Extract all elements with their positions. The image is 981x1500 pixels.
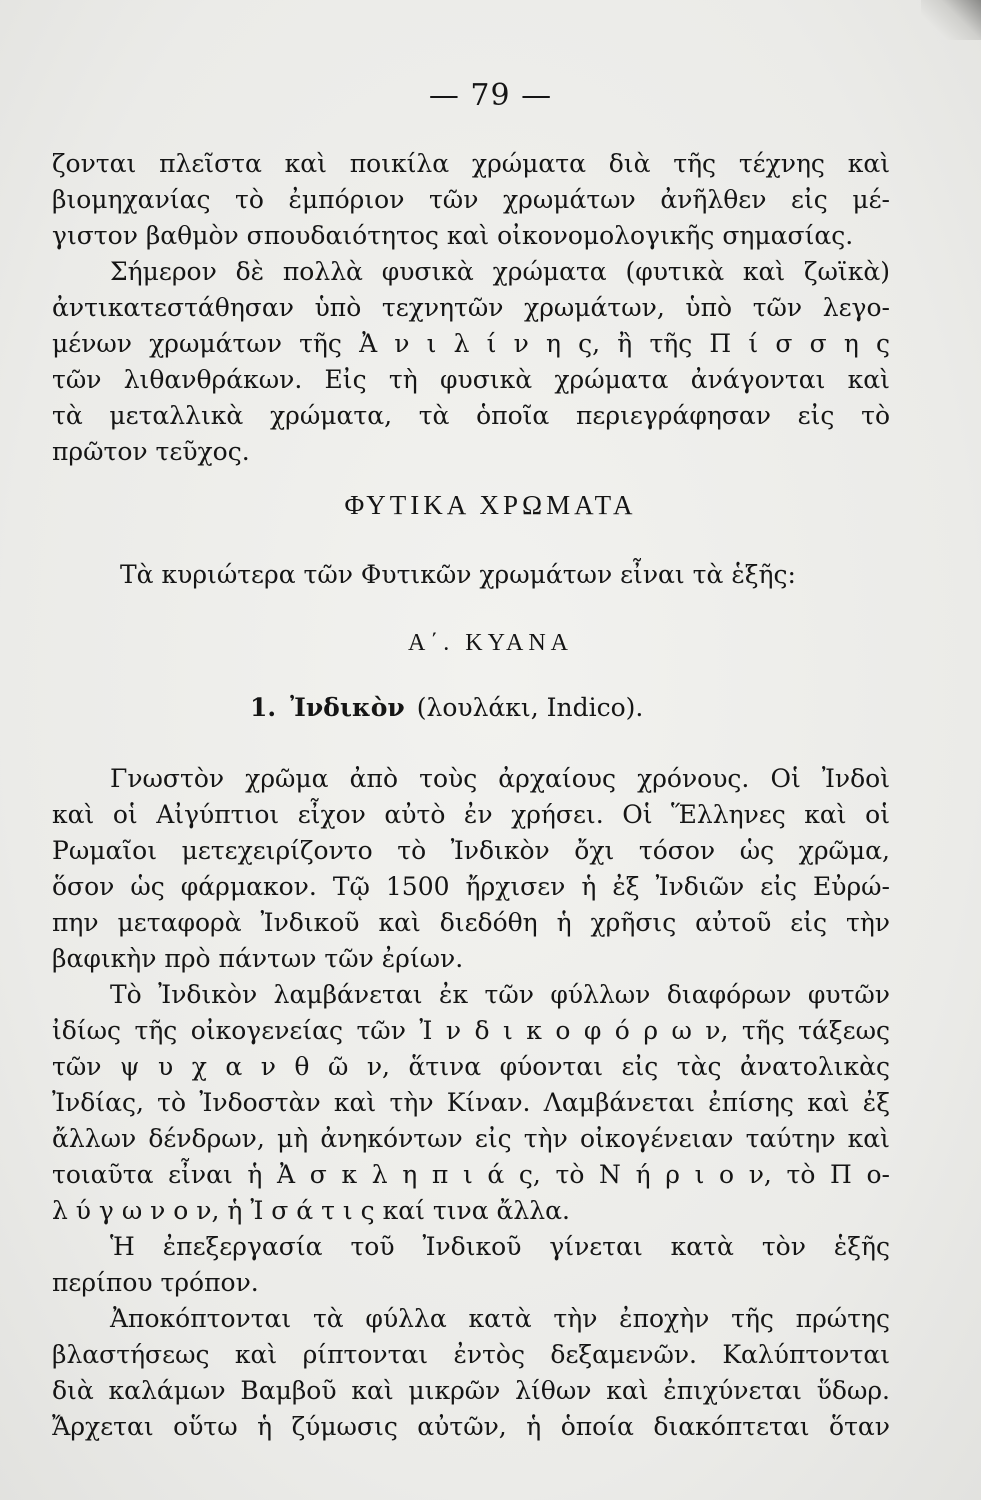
text-line: Τὸ Ἰνδικὸν λαμβάνεται ἐκ τῶν φύλλων διαφόρων φυτῶν [110, 980, 890, 1009]
page-corner-shadow [921, 0, 981, 40]
text-line: μένων χρωμάτων τῆς Ἀ ν ι λ ί ν η ς, ἢ τῆς Π ί σ σ η ς [52, 329, 890, 358]
text-line: Ἡ ἐπεξεργασία τοῦ Ἰνδικοῦ γίνεται κατὰ τὸν ἑξῆς [110, 1232, 890, 1261]
text-line: ἄλλων δένδρων, μὴ ἀνηκόντων εἰς τὴν οἰκογένειαν ταύτην καὶ [52, 1124, 890, 1153]
text-line: καὶ οἱ Αἰγύπτιοι εἶχον αὐτὸ ἐν χρήσει. Οἱ Ἕλληνες καὶ οἱ [52, 800, 890, 829]
intro-sentence: Τὰ κυριώτερα τῶν Φυτικῶν χρωμάτων εἶναι τὰ ἑξῆς: [120, 560, 796, 589]
text-line: τῶν λιθανθράκων. Εἰς τὴ φυσικὰ χρώματα ἀνάγονται καὶ [52, 365, 890, 394]
text-line: διὰ καλάμων Βαμβοῦ καὶ μικρῶν λίθων καὶ ἐπιχύνεται ὕδωρ. [52, 1376, 890, 1405]
text-line: ζονται πλεῖστα καὶ ποικίλα χρώματα διὰ τῆς τέχνης καὶ [52, 149, 890, 178]
subsection-heading-blue: Α΄. ΚΥΑΝΑ [407, 630, 574, 656]
text-line: περίπου τρόπον. [52, 1268, 259, 1297]
item-number: 1. [250, 693, 277, 722]
text-line: βαφικὴν πρὸ πάντων τῶν ἐρίων. [52, 944, 464, 973]
text-line: Σήμερον δὲ πολλὰ φυσικὰ χρώματα (φυτικὰ καὶ ζωϊκὰ) [110, 257, 890, 286]
text-line: ἀντικατεστάθησαν ὑπὸ τεχνητῶν χρωμάτων, ὑπὸ τῶν λεγο- [52, 293, 890, 322]
text-line: τῶν ψ υ χ α ν θ ῶ ν, ἅτινα φύονται εἰς τὰς ἀνατολικὰς [52, 1052, 890, 1081]
text-block-top [52, 146, 890, 470]
text-line: τὰ μεταλλικὰ χρώματα, τὰ ὁποῖα περιεγράφησαν εἰς τὸ [52, 401, 890, 430]
text-line: βλαστήσεως καὶ ρίπτονται ἐντὸς δεξαμενῶν. Καλύπτονται [52, 1340, 890, 1369]
text-line: Γνωστὸν χρῶμα ἀπὸ τοὺς ἀρχαίους χρόνους. Οἱ Ἰνδοὶ [110, 764, 890, 793]
text-line: Ἄρχεται οὕτω ἡ ζύμωσις αὐτῶν, ἡ ὁποία διακόπτεται ὅταν [52, 1412, 890, 1441]
text-line: Ρωμαῖοι μετεχειρίζοντο τὸ Ἰνδικὸν ὄχι τόσον ὡς χρῶμα, [52, 836, 890, 865]
item-term: Ἰνδικὸν [290, 693, 405, 722]
text-line: γιστον βαθμὸν σπουδαιότητος καὶ οἰκονομολογικῆς σημασίας. [52, 221, 854, 250]
item-gloss: (λουλάκι, Indico). [416, 693, 644, 722]
item-title-indigo [250, 693, 643, 722]
text-line: ὅσον ὡς φάρμακον. Τῷ 1500 ἤρχισεν ἡ ἐξ Ἰνδιῶν εἰς Εὐρώ- [52, 872, 890, 901]
text-line: λ ύ γ ω ν ο ν, ἡ Ἰ σ ά τ ι ς καί τινα ἄλλα. [52, 1196, 570, 1225]
section-heading-plant-colors: ΦΥΤΙΚΑ ΧΡΩΜΑΤΑ [344, 490, 637, 520]
text-line: τοιαῦτα εἶναι ἡ Ἀ σ κ λ η π ι ά ς, τὸ Ν ή ρ ι ο ν, τὸ Π ο- [52, 1160, 890, 1189]
text-line: Ἰνδίας, τὸ Ἰνδοστὰν καὶ τὴν Κίναν. Λαμβάνεται ἐπίσης καὶ ἐξ [52, 1088, 890, 1117]
page-number: — 79 — [428, 78, 553, 113]
text-line: πρῶτον τεῦχος. [52, 437, 250, 466]
text-line: πην μεταφορὰ Ἰνδικοῦ καὶ διεδόθη ἡ χρῆσις αὐτοῦ εἰς τὴν [52, 908, 890, 937]
text-line: βιομηχανίας τὸ ἐμπόριον τῶν χρωμάτων ἀνῆλθεν εἰς μέ- [52, 185, 890, 214]
text-line: ἰδίως τῆς οἰκογενείας τῶν Ἰ ν δ ι κ ο φ ό ρ ω ν, τῆς τάξεως [52, 1016, 890, 1045]
text-block-bottom [52, 761, 890, 1445]
text-line: Ἀποκόπτονται τὰ φύλλα κατὰ τὴν ἐποχὴν τῆς πρώτης [110, 1304, 890, 1333]
